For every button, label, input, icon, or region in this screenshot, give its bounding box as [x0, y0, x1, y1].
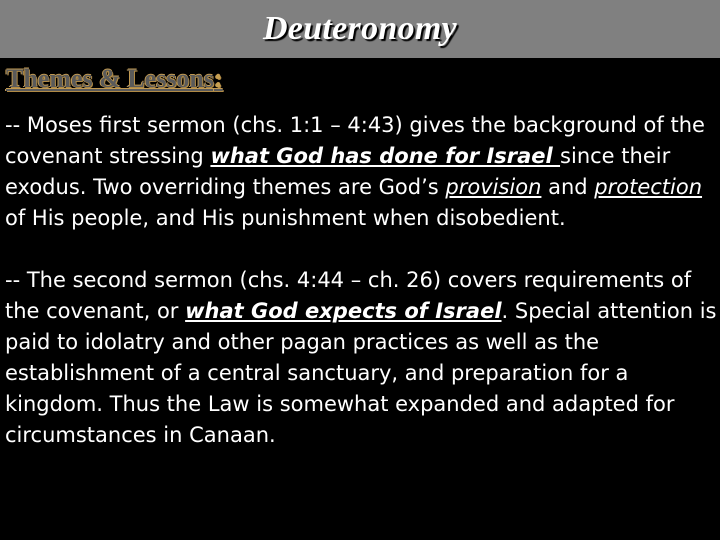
paragraph-second-sermon	[5, 265, 717, 451]
paragraph-1-text-a: -- Moses first sermon (chs. 1:1 – 4:43) gives the background of the covenant stressing	[5, 113, 705, 168]
section-heading	[6, 64, 223, 94]
paragraph-1-text-c: and	[541, 175, 595, 199]
slide-body	[5, 110, 717, 482]
section-heading-colon: :	[214, 64, 223, 93]
paragraph-2-text-a: -- The second sermon (chs. 4:44 – ch. 26) covers requirements of the covenant, or	[5, 268, 692, 323]
paragraph-1-text-b: since their exodus. Two overriding themes are God’s	[5, 144, 671, 199]
paragraph-2-text-b: . Special attention is paid to idolatry and other pagan practices as well as the establishment of a central sanctuary, and preparation for a kingdom. Thus the Law is somewhat expanded and adapted for circumstances in Canaan.	[5, 299, 717, 447]
title-bar	[0, 0, 720, 58]
section-heading-text: Themes & Lessons	[6, 64, 215, 93]
paragraph-first-sermon	[5, 110, 717, 234]
paragraph-1-emphasis-provision: provision	[445, 175, 542, 199]
slide-title: Deuteronomy	[262, 10, 458, 47]
paragraph-2-emphasis-god-expects: what God expects of Israel	[185, 299, 502, 323]
paragraph-1-text-d: of His people, and His punishment when disobedient.	[5, 206, 566, 230]
paragraph-1-emphasis-god-has-done: what God has done for Israel	[210, 144, 561, 168]
paragraph-1-emphasis-protection: protection	[594, 175, 703, 199]
